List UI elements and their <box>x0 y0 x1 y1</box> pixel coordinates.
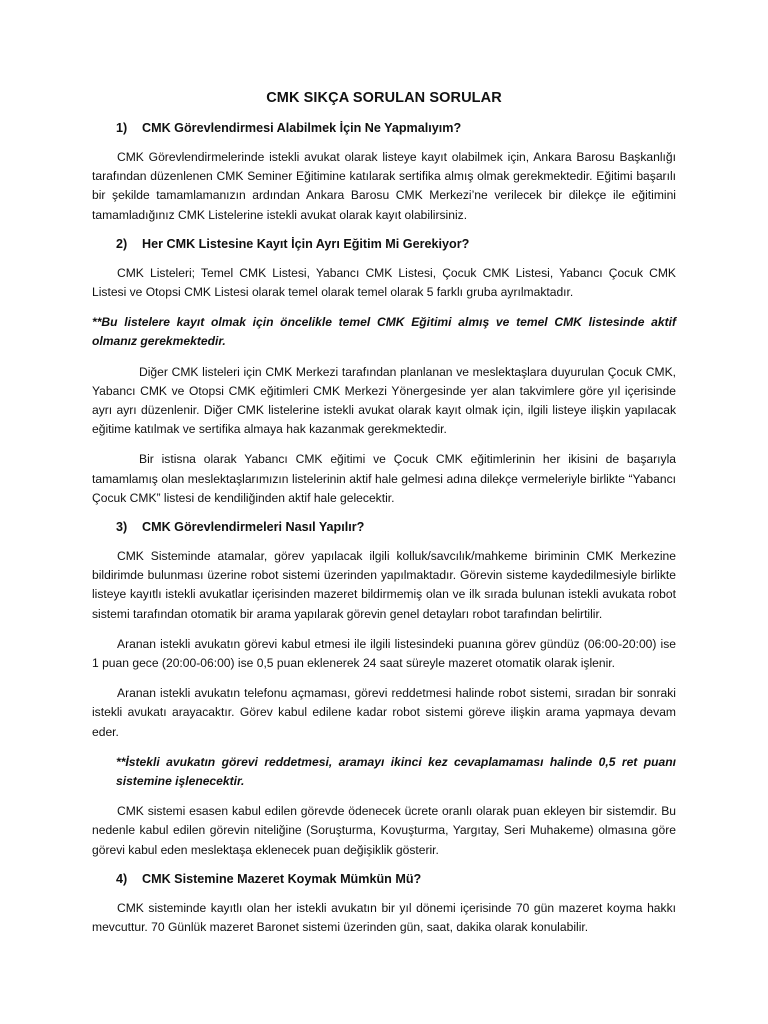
question-text: CMK Sistemine Mazeret Koymak Mümkün Mü? <box>142 871 422 886</box>
question-heading-3 <box>92 519 676 536</box>
question-heading-2 <box>92 236 676 253</box>
paragraph: CMK Görevlendirmelerinde istekli avukat olarak listeye kayıt olabilmek için, Ankara Barosu Başkanlığı tarafından düzenlenen CMK Seminer Eğitimine katılarak sertifika almış olmak gerekmektedir. Eğitimi başarılı bir şekilde tamamlamanızın ardından Ankara Barosu CMK Merkezi’ne verilecek bir dilekçe ile eğitimini tamamladığınız CMK Listelerine istekli avukat olarak kayıt olabilirsiniz. <box>92 150 676 222</box>
question-heading-4 <box>92 871 676 888</box>
paragraph: CMK Sisteminde atamalar, görev yapılacak ilgili kolluk/savcılık/mahkeme biriminin CMK Merkezine bildirimde bulunması üzerine robot sistemi üzerinden yapılmaktadır. Görevin sisteme kaydedilmesiyle birlikte listeye kayıtlı istekli avukatlar içerisinden mazeret bildirmemiş olan ve ilk sırada bulunan istekli avukata robot sistemi tarafından otomatik bir arama yapılarak görevin genel detayları robot tarafından belirtilir. <box>92 549 676 621</box>
paragraph: Aranan istekli avukatın görevi kabul etmesi ile ilgili listesindeki puanına görev gündüz (06:00-20:00) ise 1 puan gece (20:00-06:00) ise 0,5 puan eklenerek 24 saat süreyle mazeret otomatik olarak işlenir. <box>92 636 676 671</box>
question-heading-1 <box>92 120 676 137</box>
question-number: 1) <box>116 121 128 135</box>
document-title: CMK SIKÇA SORULAN SORULAR <box>266 90 502 106</box>
question-text: CMK Görevlendirmesi Alabilmek İçin Ne Yapmalıyım? <box>142 121 462 135</box>
question-number: 2) <box>116 236 128 251</box>
paragraph: CMK sistemi esasen kabul edilen görevde ödenecek ücrete oranlı olarak puan ekleyen bir sistemdir. Bu nedenle kabul edilen görevin niteliğine (Soruşturma, Kovuşturma, Yargıtay, Seri Muhakeme) olmasına göre görevi kabul eden meslektaşa eklenecek puan değişiklik gösterir. <box>92 804 676 857</box>
question-text: Her CMK Listesine Kayıt İçin Ayrı Eğitim Mi Gerekiyor? <box>142 236 470 251</box>
paragraph: CMK sisteminde kayıtlı olan her istekli avukatın bir yıl dönemi içerisinde 70 gün mazeret koyma hakkı mevcuttur. 70 Günlük mazeret Baronet sistemi üzerinden gün, saat, dakika olarak konulabilir. <box>92 900 676 935</box>
paragraph: CMK Listeleri; Temel CMK Listesi, Yabancı CMK Listesi, Çocuk CMK Listesi, Yabancı Çocuk CMK Listesi ve Otopsi CMK Listesi olarak temel olarak temel olarak 5 farklı gruba ayrılmaktadır. <box>92 265 676 300</box>
question-number: 3) <box>116 520 128 535</box>
question-number: 4) <box>116 871 128 886</box>
paragraph: Aranan istekli avukatın telefonu açmaması, görevi reddetmesi halinde robot sistemi, sıradan bir sonraki istekli avukatı arayacaktır. Görev kabul edilene kadar robot sistemi göreve ilişkin arama yapmaya devam eder. <box>92 686 676 739</box>
paragraph: Bir istisna olarak Yabancı CMK eğitimi ve Çocuk CMK eğitimlerinin her ikisini de başarıyla tamamlamış olan meslektaşlarımızın listelerinin aktif hale gelmesi adına dilekçe vermeleriyle birlikte “Yabancı Çocuk CMK” listesi de kendiliğinden aktif hale gelecektir. <box>92 452 676 505</box>
note-paragraph: **Bu listelere kayıt olmak için öncelikle temel CMK Eğitimi almış ve temel CMK listesinde aktif olmanız gerekmektedir. <box>92 315 676 349</box>
note-paragraph: **İstekli avukatın görevi reddetmesi, aramayı ikinci kez cevaplamaması halinde 0,5 ret puanı sistemine işlenecektir. <box>116 754 676 789</box>
paragraph: Diğer CMK listeleri için CMK Merkezi tarafından planlanan ve meslektaşlara duyurulan Çocuk CMK, Yabancı CMK ve Otopsi CMK eğitimleri CMK Merkezi Yönergesinde yer alan takvimlere göre yıl içerisinde ayrı ayrı düzenlenir. Diğer CMK listelerine istekli avukat olarak kayıt olmak için, ilgili listeye ilişkin yapılacak eğitime katılmak ve sertifika almaya hak kazanmak gerekmektedir. <box>92 364 676 437</box>
question-text: CMK Görevlendirmeleri Nasıl Yapılır? <box>142 520 365 535</box>
